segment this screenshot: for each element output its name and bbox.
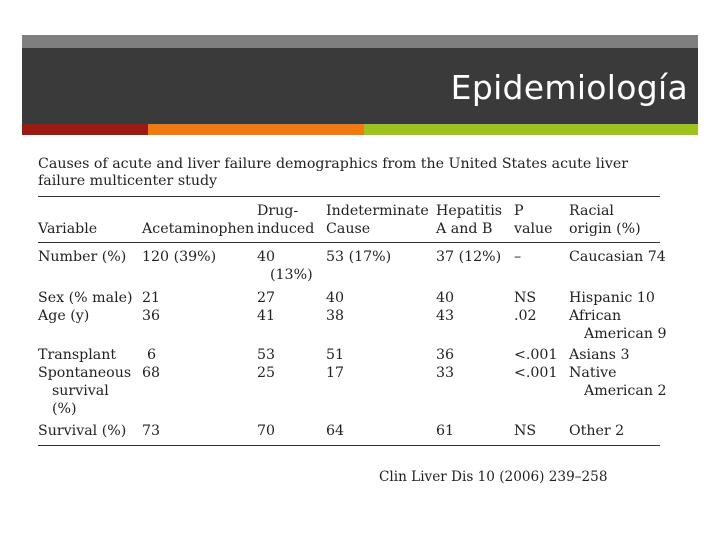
table-header [38, 202, 666, 242]
cell-p-value: NS [514, 290, 537, 306]
cell-drug: 25 [257, 365, 276, 381]
cell-drug: 70 [257, 423, 276, 439]
header-racial-origin [569, 202, 641, 238]
cell-indeterminate: 17 [326, 365, 345, 381]
cell-racial: Caucasian 74 [569, 249, 666, 265]
cell-variable: Transplant [38, 347, 117, 363]
cell-racial-cont: American 9 [584, 326, 667, 342]
header-text: induced [257, 221, 315, 237]
cell-acetaminophen: 68 [142, 365, 161, 381]
header-text: Drug- [257, 203, 299, 219]
slide-title: Epidemiología [450, 68, 688, 107]
header-variable [38, 220, 97, 238]
header-hepatitis [436, 202, 502, 238]
cell-variable: Sex (% male) [38, 290, 133, 306]
cell-p-value: – [514, 249, 522, 265]
table-bottom-rule [38, 445, 660, 446]
cell-p-value: .02 [514, 308, 537, 324]
cell-acetaminophen: 73 [142, 423, 161, 439]
cell-indeterminate: 38 [326, 308, 345, 324]
table-header-rule [38, 242, 660, 243]
cell-racial: African [569, 308, 622, 324]
cell-racial: Native [569, 365, 617, 381]
table-source: Clin Liver Dis 10 (2006) 239–258 [379, 469, 608, 485]
cell-hepatitis: 61 [436, 423, 455, 439]
header-text: P [514, 203, 524, 219]
cell-acetaminophen: 120 (39%) [142, 249, 217, 265]
accent-stripes [22, 124, 698, 135]
header-text: A and B [436, 221, 493, 237]
cell-indeterminate: 64 [326, 423, 345, 439]
cell-indeterminate: 40 [326, 290, 345, 306]
cell-variable: Spontaneous [38, 365, 132, 381]
header-text: Cause [326, 221, 371, 237]
header-drug-induced [257, 202, 314, 238]
stripe-orange [148, 124, 364, 135]
cell-variable: Number (%) [38, 249, 127, 265]
cell-indeterminate: 53 (17%) [326, 249, 392, 265]
cell-p-value: <.001 [514, 347, 558, 363]
header-p-value [514, 202, 553, 238]
cell-acetaminophen: 21 [142, 290, 161, 306]
cell-variable: Survival (%) [38, 423, 127, 439]
top-bar [22, 35, 698, 48]
stripe-green [364, 124, 698, 135]
header-acetaminophen [142, 220, 254, 238]
header-text: Hepatitis [436, 203, 503, 219]
header-text: Variable [38, 221, 98, 237]
cell-acetaminophen: 36 [142, 308, 161, 324]
cell-variable: Age (y) [38, 308, 90, 324]
header-text: Indeterminate [326, 203, 429, 219]
cell-variable-cont: survival [52, 383, 109, 399]
cell-hepatitis: 43 [436, 308, 455, 324]
cell-drug: 41 [257, 308, 276, 324]
cell-hepatitis: 36 [436, 347, 455, 363]
header-text: origin (%) [569, 221, 641, 237]
slide-header [22, 48, 698, 124]
table-top-rule [38, 196, 660, 197]
stripe-red [22, 124, 148, 135]
cell-hepatitis: 40 [436, 290, 455, 306]
cell-indeterminate: 51 [326, 347, 345, 363]
cell-acetaminophen: 6 [147, 347, 157, 363]
cell-drug: 27 [257, 290, 276, 306]
cell-variable-cont: (%) [52, 401, 77, 417]
cell-p-value: <.001 [514, 365, 558, 381]
cell-drug-percent: (13%) [270, 267, 313, 283]
cell-drug: 40 [257, 249, 276, 265]
header-indeterminate [326, 202, 429, 238]
cell-racial-cont: American 2 [584, 383, 667, 399]
header-text: Racial [569, 203, 614, 219]
table-caption: Causes of acute and liver failure demographics from the United States acute liver failure multicenter study [38, 156, 629, 189]
header-text: value [514, 221, 553, 237]
header-text: Acetaminophen [142, 221, 255, 237]
cell-racial: Other 2 [569, 423, 625, 439]
cell-p-value: NS [514, 423, 537, 439]
cell-racial: Asians 3 [569, 347, 630, 363]
cell-hepatitis: 37 (12%) [436, 249, 502, 265]
cell-drug: 53 [257, 347, 276, 363]
cell-hepatitis: 33 [436, 365, 455, 381]
cell-racial: Hispanic 10 [569, 290, 655, 306]
